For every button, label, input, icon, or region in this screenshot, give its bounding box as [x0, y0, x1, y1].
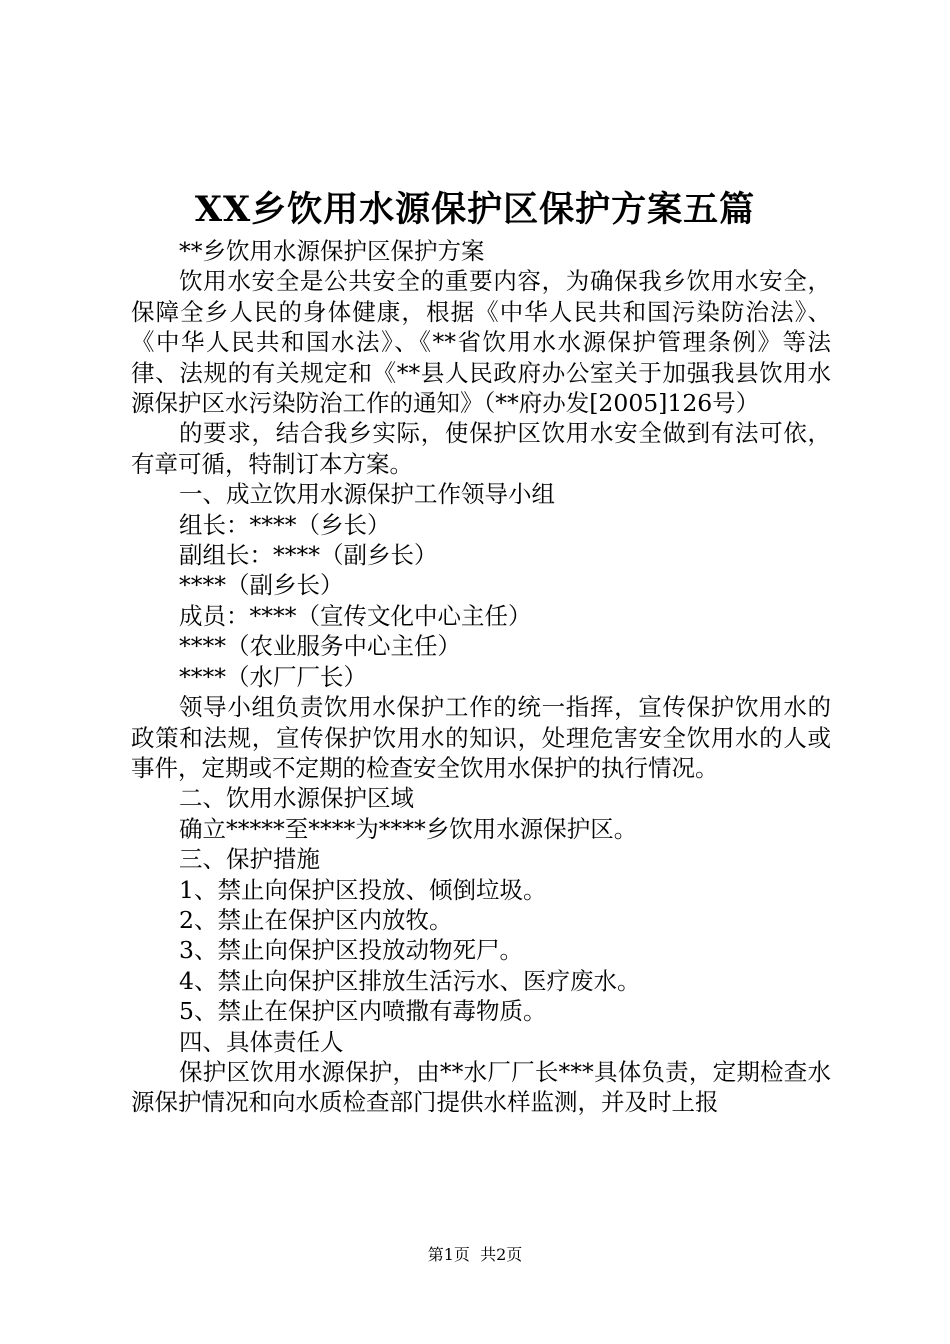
paragraph: 领导小组负责饮用水保护工作的统一指挥，宣传保护饮用水的政策和法规，宣传保护饮用水的知识，处理危害安全饮用水的人或事件，定期或不定期的检查安全饮用水保护的执行情况。: [131, 693, 831, 782]
section-heading: 三、保护措施: [179, 845, 320, 874]
list-item: 4、禁止向保护区排放生活污水、医疗废水。: [179, 966, 641, 995]
section-heading: 一、成立饮用水源保护工作领导小组: [179, 480, 555, 509]
paragraph: 成员：****（宣传文化中心主任）: [179, 601, 532, 630]
paragraph: 组长：****（乡长）: [179, 510, 391, 539]
section-heading: 四、具体责任人: [179, 1027, 344, 1056]
page-number: 第1页: [427, 1245, 470, 1264]
list-item: 2、禁止在保护区内放牧。: [179, 905, 453, 934]
paragraph: **乡饮用水源保护区保护方案: [179, 237, 485, 265]
list-item: 3、禁止向保护区投放动物死尸。: [179, 936, 523, 965]
list-item: 5、禁止在保护区内喷撒有毒物质。: [179, 997, 547, 1026]
paragraph: 的要求，结合我乡实际，使保护区饮用水安全做到有法可依，有章可循，特制订本方案。: [131, 419, 831, 478]
document-title: XX乡饮用水源保护区保护方案五篇: [194, 189, 756, 230]
page-footer: [0, 1244, 950, 1266]
paragraph: 保护区饮用水源保护，由**水厂厂长***具体负责，定期检查水源保护情况和向水质检查部门提供水样监测，并及时上报: [131, 1057, 831, 1117]
document-body: [131, 236, 831, 1118]
page-total: 共2页: [480, 1245, 523, 1264]
paragraph: 确立*****至****为****乡饮用水源保护区。: [179, 814, 638, 843]
paragraph: 饮用水安全是公共安全的重要内容，为确保我乡饮用水安全，保障全乡人民的身体健康，根据《中华人民共和国污染防治法》、《中华人民共和国水法》、《**省饮用水水源保护管理条例》等法律、法规的有关规定和《**县人民政府办公室关于加强我县饮用水源保护区水污染防治工作的通知》（**府办发[2005]126号）: [131, 267, 831, 418]
paragraph: ****（农业服务中心主任）: [179, 632, 461, 661]
paragraph: ****（副乡长）: [179, 571, 344, 600]
paragraph: 副组长：****（副乡长）: [179, 541, 438, 570]
paragraph: ****（水厂厂长）: [179, 662, 367, 691]
section-heading: 二、饮用水源保护区域: [179, 784, 414, 813]
list-item: 1、禁止向保护区投放、倾倒垃圾。: [179, 875, 547, 904]
